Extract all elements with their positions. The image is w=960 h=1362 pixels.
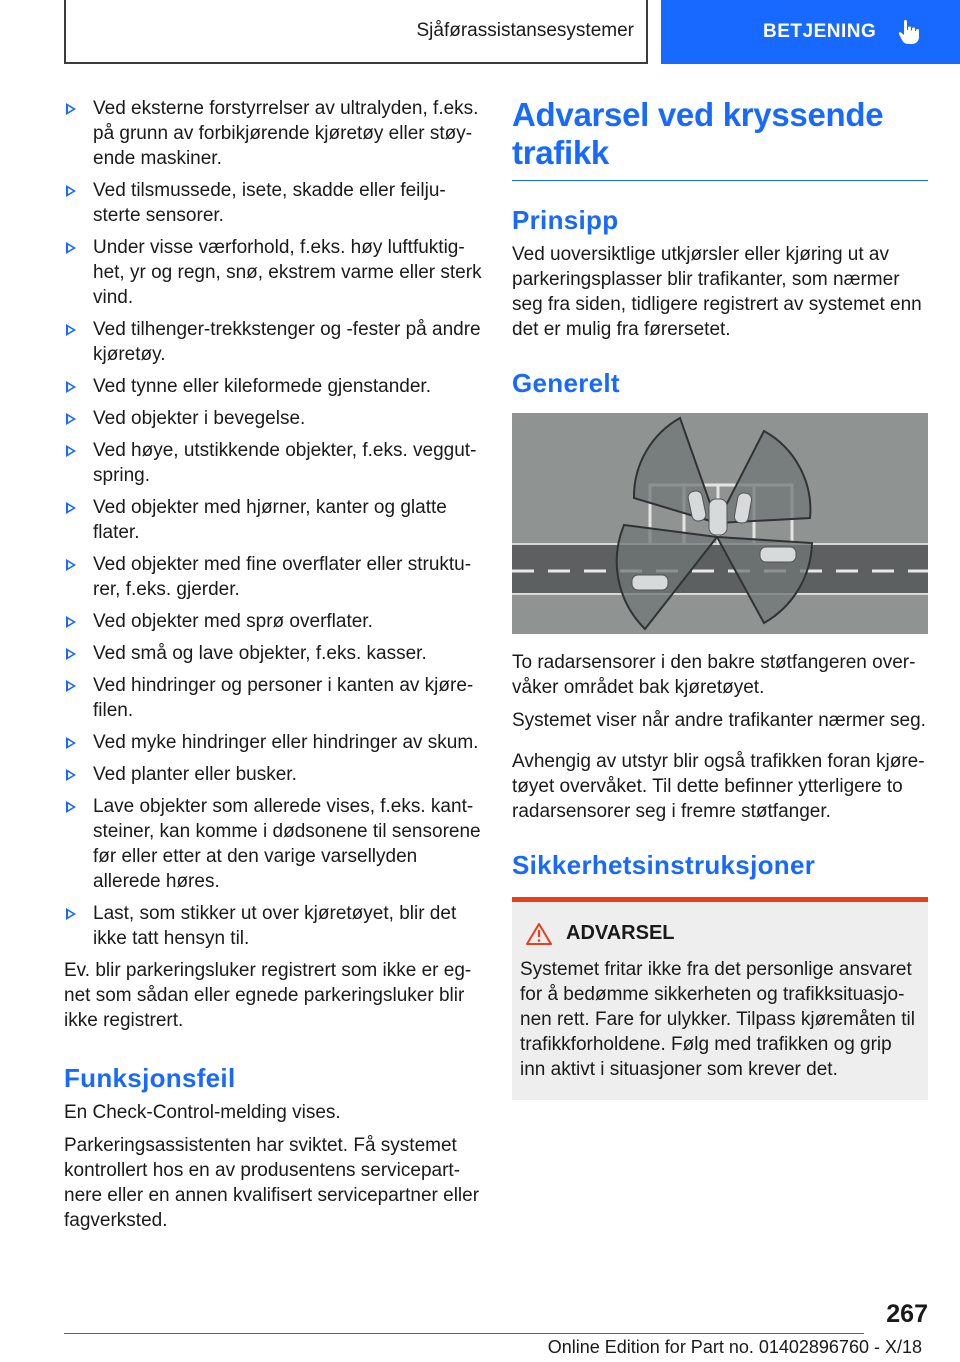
triangle-bullet-icon [66, 103, 76, 115]
principle-heading: Prinsipp [512, 205, 619, 235]
warning-label: ADVARSEL [566, 922, 675, 944]
triangle-bullet-icon [66, 413, 76, 425]
warning-text: Systemet fritar ikke fra det personlige ansvaret for å bedømme sikkerheten og trafikksituasjonen rett. Fare for ulykker. Tilpass kjøremåten til trafikkforholdene. Følg med trafikken og grip inn aktivt i situasjoner som krever det. [520, 959, 915, 1080]
limitation-item [64, 178, 482, 228]
limitation-item [64, 762, 482, 787]
section-title: Advarsel ved kryssende trafikk [512, 96, 928, 181]
triangle-bullet-icon [66, 737, 76, 749]
limitation-item [64, 641, 482, 666]
limitation-item [64, 235, 482, 310]
limitation-text: Lave objekter som allerede vises, f.eks. kantsteiner, kan komme i dødsonene til sensorene før eller etter at den varige varsellyden allerede høres. [93, 796, 481, 892]
warning-triangle-icon [526, 923, 552, 945]
limitation-text: Ved tynne eller kileformede gjenstander. [93, 376, 431, 397]
limitation-item [64, 901, 482, 951]
limitation-text: Ved objekter i bevegelse. [93, 408, 306, 429]
triangle-bullet-icon [66, 445, 76, 457]
triangle-bullet-icon [66, 680, 76, 692]
triangle-bullet-icon [66, 908, 76, 920]
limitation-text: Ved tilsmussede, isete, skadde eller feiljusterte sensorer. [93, 180, 446, 226]
limitation-item [64, 730, 482, 755]
triangle-bullet-icon [66, 381, 76, 393]
triangle-bullet-icon [66, 185, 76, 197]
warning-box [512, 897, 928, 1100]
general-radar-front: Avhengig av utstyr blir også trafikken foran kjøretøyet overvåket. Til dette befinner ytterligere to radarsensorer seg i fremre støtfanger. [512, 751, 925, 822]
limitation-item [64, 495, 482, 545]
general-system-shows: Systemet viser når andre trafikanter nærmer seg. [512, 710, 926, 731]
triangle-bullet-icon [66, 559, 76, 571]
limitations-list [64, 96, 482, 951]
triangle-bullet-icon [66, 616, 76, 628]
header-section-box [64, 0, 648, 64]
general-heading: Generelt [512, 368, 620, 398]
malfunction-heading: Funksjonsfeil [64, 1063, 236, 1093]
left-column [64, 96, 482, 1241]
limitation-item [64, 673, 482, 723]
limitation-text: Ved høye, utstikkende objekter, f.eks. veggutspring. [93, 440, 477, 486]
general-radar-rear: To radarsensorer i den bakre støtfangeren overvåker området bak kjøretøyet. [512, 652, 916, 698]
safety-heading: Sikkerhetsinstruksjoner [512, 850, 816, 880]
page-number: 267 [886, 1300, 928, 1328]
header-section-title: Sjåførassistansesystemer [416, 20, 634, 41]
right-column [512, 96, 928, 1100]
limitation-text: Ved små og lave objekter, f.eks. kasser. [93, 643, 427, 664]
limitation-item [64, 438, 482, 488]
limitation-text: Ved objekter med hjørner, kanter og glatte flater. [93, 497, 447, 543]
triangle-bullet-icon [66, 502, 76, 514]
header-chapter-title: BETJENING [763, 21, 877, 42]
limitation-text: Ved eksterne forstyrrelser av ultralyden, f.eks. på grunn av forbikjørende kjøretøy eller støyende maskiner. [93, 98, 479, 169]
limitation-text: Ved tilhenger-trekkstenger og -fester på andre kjøretøy. [93, 319, 481, 365]
limitation-text: Last, som stikker ut over kjøretøyet, blir det ikke tatt hensyn til. [93, 903, 457, 949]
malfunction-message: En Check-Control-melding vises. [64, 1102, 341, 1123]
cross-traffic-illustration [512, 413, 928, 634]
limitation-text: Ved objekter med fine overflater eller strukturer, f.eks. gjerder. [93, 554, 472, 600]
limitation-text: Ved objekter med sprø overflater. [93, 611, 373, 632]
header-chapter-tab[interactable] [661, 0, 960, 64]
malfunction-instruction: Parkeringsassistenten har sviktet. Få systemet kontrollert hos en av produsentens servicepartnere eller en annen kvalifisert servicepartner eller fagverksted. [64, 1135, 480, 1231]
warning-header [520, 922, 918, 945]
triangle-bullet-icon [66, 242, 76, 254]
limitation-item [64, 96, 482, 171]
triangle-bullet-icon [66, 648, 76, 660]
limitation-item [64, 317, 482, 367]
limitation-item [64, 552, 482, 602]
limitation-text: Under visse værforhold, f.eks. høy luftfuktighet, yr og regn, snø, ekstrem varme eller sterk vind. [93, 237, 482, 308]
principle-text: Ved uoversiktlige utkjørsler eller kjøring ut av parkeringsplasser blir trafikanter, som nærmer seg fra siden, tidligere registrert av systemet enn det er mulig fra førersetet. [512, 244, 922, 340]
hand-pointer-icon [898, 19, 920, 45]
limitation-item [64, 374, 482, 399]
limitation-text: Ved myke hindringer eller hindringer av skum. [93, 732, 479, 753]
limitation-text: Ved hindringer og personer i kanten av kjørefilen. [93, 675, 474, 721]
limitation-item [64, 406, 482, 431]
parking-space-note: Ev. blir parkeringsluker registrert som ikke er egnet som sådan eller egnede parkeringsluker blir ikke registrert. [64, 960, 472, 1031]
triangle-bullet-icon [66, 324, 76, 336]
triangle-bullet-icon [66, 801, 76, 813]
limitation-item [64, 609, 482, 634]
limitation-item [64, 794, 482, 894]
triangle-bullet-icon [66, 769, 76, 781]
limitation-text: Ved planter eller busker. [93, 764, 297, 785]
footer-divider [64, 1333, 864, 1334]
footer-edition: Online Edition for Part no. 01402896760 - X/18 [547, 1337, 922, 1357]
